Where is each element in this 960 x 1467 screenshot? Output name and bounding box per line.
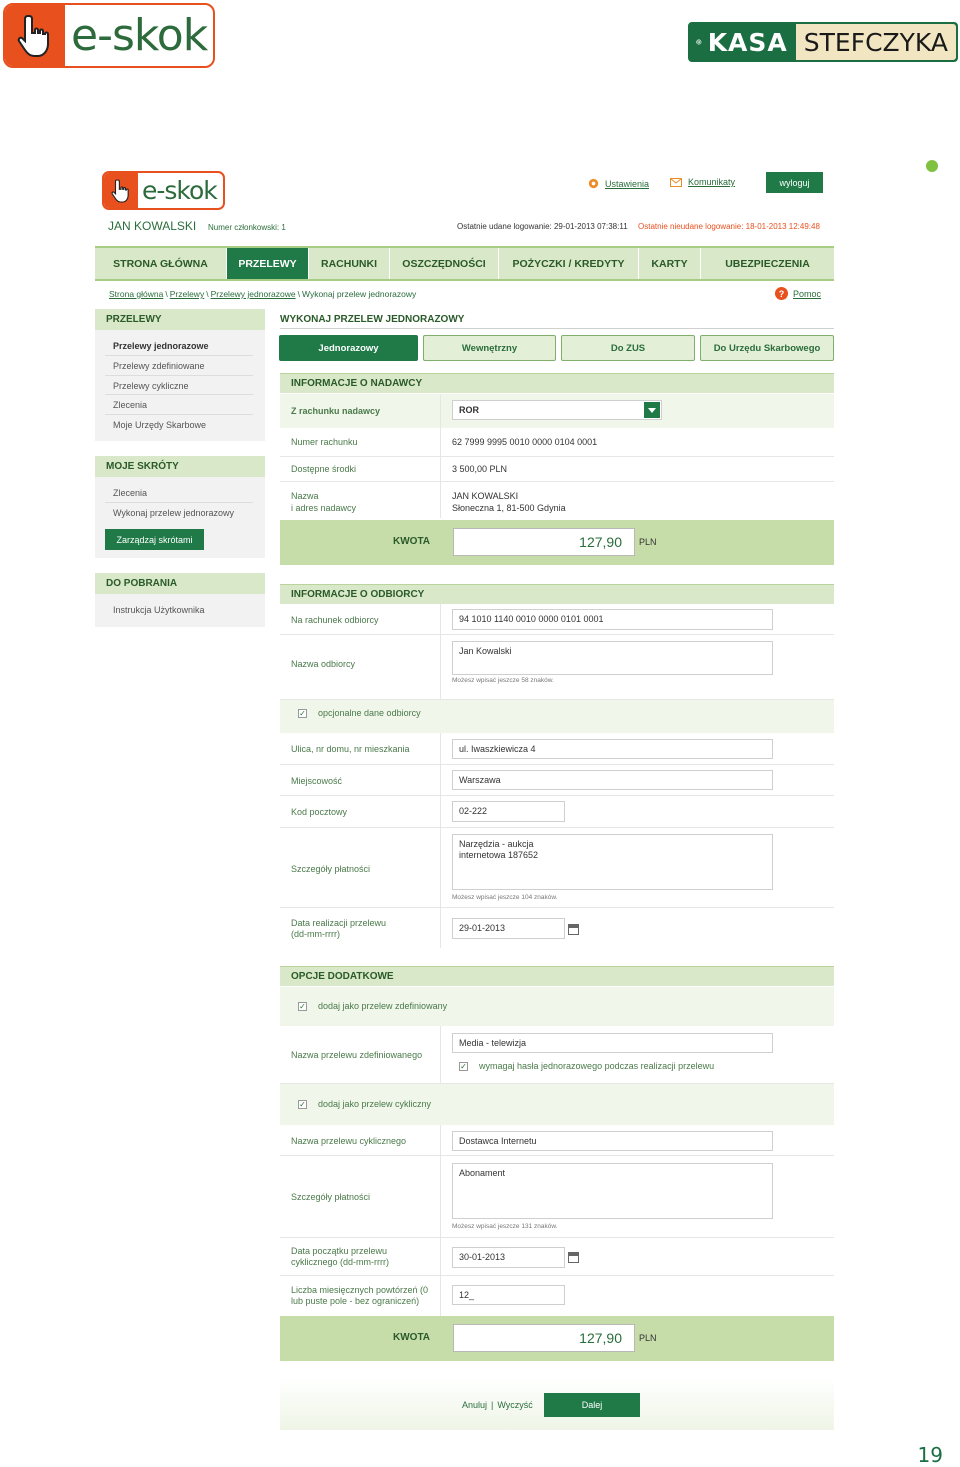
last-login-success: Ostatnie udane logowanie: 29-01-2013 07:38:11 <box>457 222 628 231</box>
logout-button[interactable]: wyloguj <box>766 172 823 193</box>
breadcrumb-one-time[interactable]: Przelewy jednorazowe <box>210 289 296 299</box>
footer-links <box>462 1400 533 1410</box>
breadcrumb-transfers[interactable]: Przelewy <box>169 289 205 299</box>
zip-input[interactable]: 02-222 <box>452 801 565 822</box>
recipient-name-hint: Możesz wpisać jeszcze 58 znaków. <box>452 677 554 684</box>
start-date-label-2: cyklicznego (dd-mm-rrrr) <box>291 1257 390 1267</box>
kasa-emblem-icon <box>696 28 702 56</box>
execution-date-label-1: Data realizacji przelewu <box>291 918 387 928</box>
from-account-label: Z rachunku nadawcy <box>291 406 381 416</box>
tab-tax-office[interactable]: Do Urzędu Skarbowego <box>700 335 834 361</box>
repeat-count-input[interactable]: 12_ <box>452 1285 565 1305</box>
sender-name-value: JAN KOWALSKI <box>452 491 519 501</box>
page-number: 19 <box>917 1443 943 1467</box>
nav-item-insurance[interactable]: UBEZPIECZENIA <box>725 257 810 270</box>
start-date-label-1: Data początku przelewu <box>291 1246 388 1256</box>
breadcrumb-separator: \ <box>165 289 168 299</box>
tab-one-time[interactable]: Jednorazowy <box>279 335 418 361</box>
funds-label: Dostępne środki <box>291 464 357 474</box>
zip-label: Kod pocztowy <box>291 807 348 817</box>
green-dot-decoration <box>926 160 938 172</box>
payment-details-label: Szczegóły płatności <box>291 864 371 874</box>
street-label: Ulica, nr domu, nr mieszkania <box>291 744 410 754</box>
optional-data-checkbox[interactable]: ✓ <box>299 709 306 718</box>
messages-link[interactable] <box>670 177 735 187</box>
nav-item-savings[interactable]: OSZCZĘDNOŚCI <box>390 248 499 279</box>
envelope-icon <box>670 178 682 187</box>
nav-item-cards[interactable]: KARTY <box>639 248 701 279</box>
main-nav <box>95 246 834 281</box>
sidebar-divider <box>105 502 253 503</box>
member-number: Numer członkowski: 1 <box>208 223 286 232</box>
payment-details-hint: Możesz wpisać jeszcze 104 znaków. <box>452 894 558 901</box>
add-cyclic-label: dodaj jako przelew cykliczny <box>318 1099 432 1109</box>
tab-zus[interactable]: Do ZUS <box>561 335 695 361</box>
start-date-input[interactable]: 30-01-2013 <box>452 1247 565 1268</box>
nav-item-transfers[interactable]: PRZELEWY <box>227 248 309 279</box>
clear-link[interactable]: Wyczyść <box>497 1400 533 1410</box>
title-divider <box>280 328 834 329</box>
sidebar-divider <box>105 394 253 395</box>
breadcrumb-current: Wykonaj przelew jednorazowy <box>302 289 417 299</box>
download-user-manual[interactable]: Instrukcja Użytkownika <box>113 605 205 615</box>
hand-cursor-icon <box>5 5 65 66</box>
options-section-title: OPCJE DODATKOWE <box>280 966 834 986</box>
shortcut-orders[interactable]: Zlecenia <box>113 488 148 498</box>
stefczyka-logo-text: STEFCZYKA <box>796 24 956 60</box>
cyclic-name-label: Nazwa przelewu cyklicznego <box>291 1136 407 1146</box>
payment-details-line-2: internetowa 187652 <box>459 850 539 860</box>
payment-details-input[interactable] <box>452 834 773 890</box>
sidebar-divider <box>105 355 253 356</box>
from-account-value: ROR <box>459 405 479 415</box>
sidebar-item-tax-offices[interactable]: Moje Urzędy Skarbowe <box>113 420 207 430</box>
repeat-count-label-1: Liczba miesięcznych powtórzeń (0 <box>291 1285 429 1295</box>
recipient-account-input[interactable]: 94 1010 1140 0010 0000 0101 0001 <box>452 609 773 630</box>
amount-bar <box>280 520 834 565</box>
amount-currency: PLN <box>639 537 657 547</box>
amount-input[interactable]: 127,90 <box>453 528 635 556</box>
manage-shortcuts-button[interactable]: Zarządzaj skrótami <box>105 529 204 550</box>
funds-row <box>280 457 834 482</box>
eskok-page-logo <box>3 3 215 68</box>
from-account-select[interactable] <box>452 400 662 420</box>
amount-currency: PLN <box>639 1333 657 1343</box>
city-input[interactable]: Warszawa <box>452 770 773 790</box>
account-number-label: Numer rachunku <box>291 437 358 447</box>
settings-link[interactable] <box>587 177 649 190</box>
breadcrumb-home[interactable]: Strona główna <box>109 289 164 299</box>
help-icon: ? <box>775 287 788 300</box>
cyclic-details-input[interactable]: Abonament <box>452 1163 773 1219</box>
nav-item-accounts[interactable]: RACHUNKI <box>309 248 390 279</box>
hand-cursor-icon <box>104 173 138 208</box>
breadcrumb-separator: \ <box>206 289 209 299</box>
repeat-count-label-2: lub puste pole - bez ograniczeń) <box>291 1296 420 1306</box>
amount-bar-bottom <box>280 1316 834 1361</box>
calendar-icon[interactable] <box>568 924 579 935</box>
user-name: JAN KOWALSKI <box>108 219 197 233</box>
recipient-name-input[interactable]: Jan Kowalski <box>452 641 773 675</box>
cancel-link[interactable]: Anuluj <box>462 1400 488 1410</box>
sidebar-item-orders[interactable]: Zlecenia <box>113 400 148 410</box>
sidebar-transfers-title: PRZELEWY <box>95 309 265 330</box>
next-button[interactable]: Dalej <box>544 1393 640 1417</box>
eskok-page-logo-text: e-skok <box>71 10 208 61</box>
sidebar-item-one-time[interactable]: Przelewy jednorazowe <box>113 341 209 351</box>
payment-details-line-1: Narzędzia - aukcja <box>459 839 534 849</box>
shortcut-one-time-transfer[interactable]: Wykonaj przelew jednorazowy <box>113 508 234 518</box>
sender-address-value: Słoneczna 1, 81-500 Gdynia <box>452 503 566 513</box>
breadcrumb-separator: \ <box>297 289 300 299</box>
recipient-section-title: INFORMACJE O ODBIORCY <box>280 584 834 604</box>
cyclic-details-label: Szczegóły płatności <box>291 1192 371 1202</box>
funds-value: 3 500,00 PLN <box>452 464 508 474</box>
page-title: WYKONAJ PRZELEW JEDNORAZOWY <box>280 314 465 325</box>
sidebar-item-cyclic[interactable]: Przelewy cykliczne <box>113 381 189 391</box>
add-defined-checkbox[interactable]: ✓ <box>299 1002 306 1011</box>
require-password-label: wymagaj hasła jednorazowego podczas realizacji przelewu <box>479 1061 715 1071</box>
sidebar-item-defined[interactable]: Przelewy zdefiniowane <box>113 361 205 371</box>
amount-label: KWOTA <box>393 1332 431 1343</box>
execution-date-label-2: (dd-mm-rrrr) <box>291 929 340 939</box>
app-logo-text: e-skok <box>142 176 217 205</box>
footer-separator: | <box>491 1400 494 1410</box>
nav-item-home[interactable]: STRONA GŁÓWNA <box>95 248 227 279</box>
sender-section-title: INFORMACJE O NADAWCY <box>280 373 834 393</box>
cyclic-name-input[interactable]: Dostawca Internetu <box>452 1131 773 1151</box>
sidebar-divider <box>105 414 253 415</box>
amount-input-bottom[interactable]: 127,90 <box>453 1324 635 1352</box>
last-login-failed: Ostatnie nieudane logowanie: 18-01-2013 12:49:48 <box>638 222 820 231</box>
add-cyclic-checkbox[interactable]: ✓ <box>299 1100 306 1109</box>
amount-label: KWOTA <box>393 536 431 547</box>
defined-name-input[interactable]: Media - telewizja <box>452 1033 773 1053</box>
calendar-icon[interactable] <box>568 1252 579 1263</box>
execution-date-input[interactable]: 29-01-2013 <box>452 918 565 939</box>
chevron-down-icon <box>644 402 660 418</box>
kasa-stefczyka-logo <box>688 22 958 62</box>
messages-link-label: Komunikaty <box>688 177 736 187</box>
sender-name-label-2: i adres nadawcy <box>291 503 357 513</box>
cyclic-details-hint: Możesz wpisać jeszcze 131 znaków. <box>452 1223 558 1230</box>
add-defined-label: dodaj jako przelew zdefiniowany <box>318 1001 448 1011</box>
sidebar-divider <box>105 375 253 376</box>
sidebar-shortcuts-title: MOJE SKRÓTY <box>95 456 265 477</box>
recipient-name-label: Nazwa odbiorcy <box>291 659 356 669</box>
account-number-value: 62 7999 9995 0010 0000 0104 0001 <box>452 437 598 447</box>
nav-item-loans[interactable]: POŻYCZKI / KREDYTY <box>499 248 639 279</box>
optional-data-label: opcjonalne dane odbiorcy <box>318 708 421 718</box>
settings-link-label: Ustawienia <box>605 178 650 189</box>
tab-internal[interactable]: Wewnętrzny <box>423 335 556 361</box>
sidebar-downloads-title: DO POBRANIA <box>95 573 265 594</box>
help-link[interactable] <box>775 287 821 300</box>
gear-icon <box>587 177 600 190</box>
help-link-label: Pomoc <box>793 288 822 299</box>
kasa-logo-text: KASA <box>707 27 788 57</box>
recipient-account-label: Na rachunek odbiorcy <box>291 615 379 625</box>
app-logo[interactable] <box>102 171 225 210</box>
sender-name-label-1: Nazwa <box>291 491 319 501</box>
defined-name-label: Nazwa przelewu zdefiniowanego <box>291 1050 423 1060</box>
street-input[interactable]: ul. Iwaszkiewicza 4 <box>452 739 773 759</box>
require-password-checkbox[interactable]: ✓ <box>460 1062 467 1071</box>
city-label: Miejscowość <box>291 776 343 786</box>
breadcrumb <box>109 289 416 299</box>
